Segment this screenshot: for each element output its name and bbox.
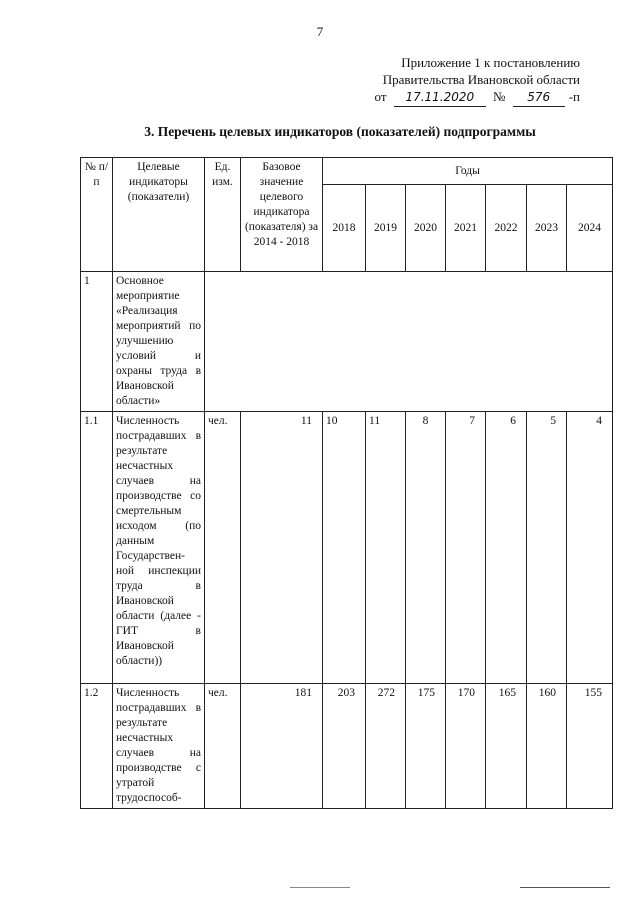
appendix-line-1: Приложение 1 к постановлению [401, 55, 580, 70]
appendix-header [320, 54, 580, 107]
row-empty-merged [205, 272, 613, 412]
header-num: № п/п [81, 158, 113, 272]
row-year-value: 165 [486, 684, 527, 809]
row-year-value: 6 [486, 412, 527, 684]
table-row [81, 412, 613, 684]
year-header: 2018 [323, 185, 366, 272]
row-base-value: 181 [241, 684, 323, 809]
year-header: 2020 [406, 185, 446, 272]
row-year-value: 11 [366, 412, 406, 684]
row-year-value: 272 [366, 684, 406, 809]
appendix-line-3 [320, 88, 580, 107]
table-row [81, 272, 613, 412]
table-header-row [81, 158, 613, 185]
row-year-value: 175 [406, 684, 446, 809]
header-unit: Ед. изм. [205, 158, 241, 272]
appendix-line-2: Правительства Ивановской области [382, 72, 580, 87]
handwritten-date: 17.11.2020 [394, 89, 486, 107]
scan-noise [520, 887, 610, 888]
row-year-value: 4 [567, 412, 613, 684]
header-indicator: Целевые индикаторы (показатели) [113, 158, 205, 272]
row-num: 1.1 [81, 412, 113, 684]
row-year-value: 160 [527, 684, 567, 809]
number-prefix: № [493, 89, 506, 104]
row-num: 1.2 [81, 684, 113, 809]
row-unit: чел. [205, 684, 241, 809]
row-year-value: 8 [406, 412, 446, 684]
indicators-table [80, 157, 613, 809]
row-indicator-name: Численность пострадавших в результате несчастных случаев на производстве с утратой трудоспособ- [113, 684, 205, 809]
number-suffix: -п [568, 89, 580, 104]
row-unit: чел. [205, 412, 241, 684]
row-indicator-name: Основное мероприятие «Реализация мероприятий по улучшению условий и охраны труда в Ивановской области» [113, 272, 205, 412]
row-indicator-name: Численность пострадавших в результате несчастных случаев на производстве со смертельным исходом (по данным Государствен-ной инспекции труда в Ивановской области (далее - ГИТ в Ивановской области)) [113, 412, 205, 684]
row-year-value: 203 [323, 684, 366, 809]
row-year-value: 10 [323, 412, 366, 684]
year-header: 2019 [366, 185, 406, 272]
header-base-value: Базовое значение целевого индикатора (показателя) за 2014 - 2018 [241, 158, 323, 272]
year-header: 2024 [567, 185, 613, 272]
year-header: 2023 [527, 185, 567, 272]
year-header: 2021 [446, 185, 486, 272]
row-base-value: 11 [241, 412, 323, 684]
row-year-value: 155 [567, 684, 613, 809]
row-year-value: 170 [446, 684, 486, 809]
table-row [81, 684, 613, 809]
row-year-value: 7 [446, 412, 486, 684]
row-num: 1 [81, 272, 113, 412]
handwritten-number: 576 [513, 89, 565, 107]
section-title: 3. Перечень целевых индикаторов (показателей) подпрограммы [144, 124, 536, 139]
year-header: 2022 [486, 185, 527, 272]
page-number: 7 [316, 24, 324, 39]
date-prefix: от [374, 89, 387, 104]
header-years: Годы [323, 158, 613, 185]
scan-noise [290, 887, 350, 888]
row-year-value: 5 [527, 412, 567, 684]
